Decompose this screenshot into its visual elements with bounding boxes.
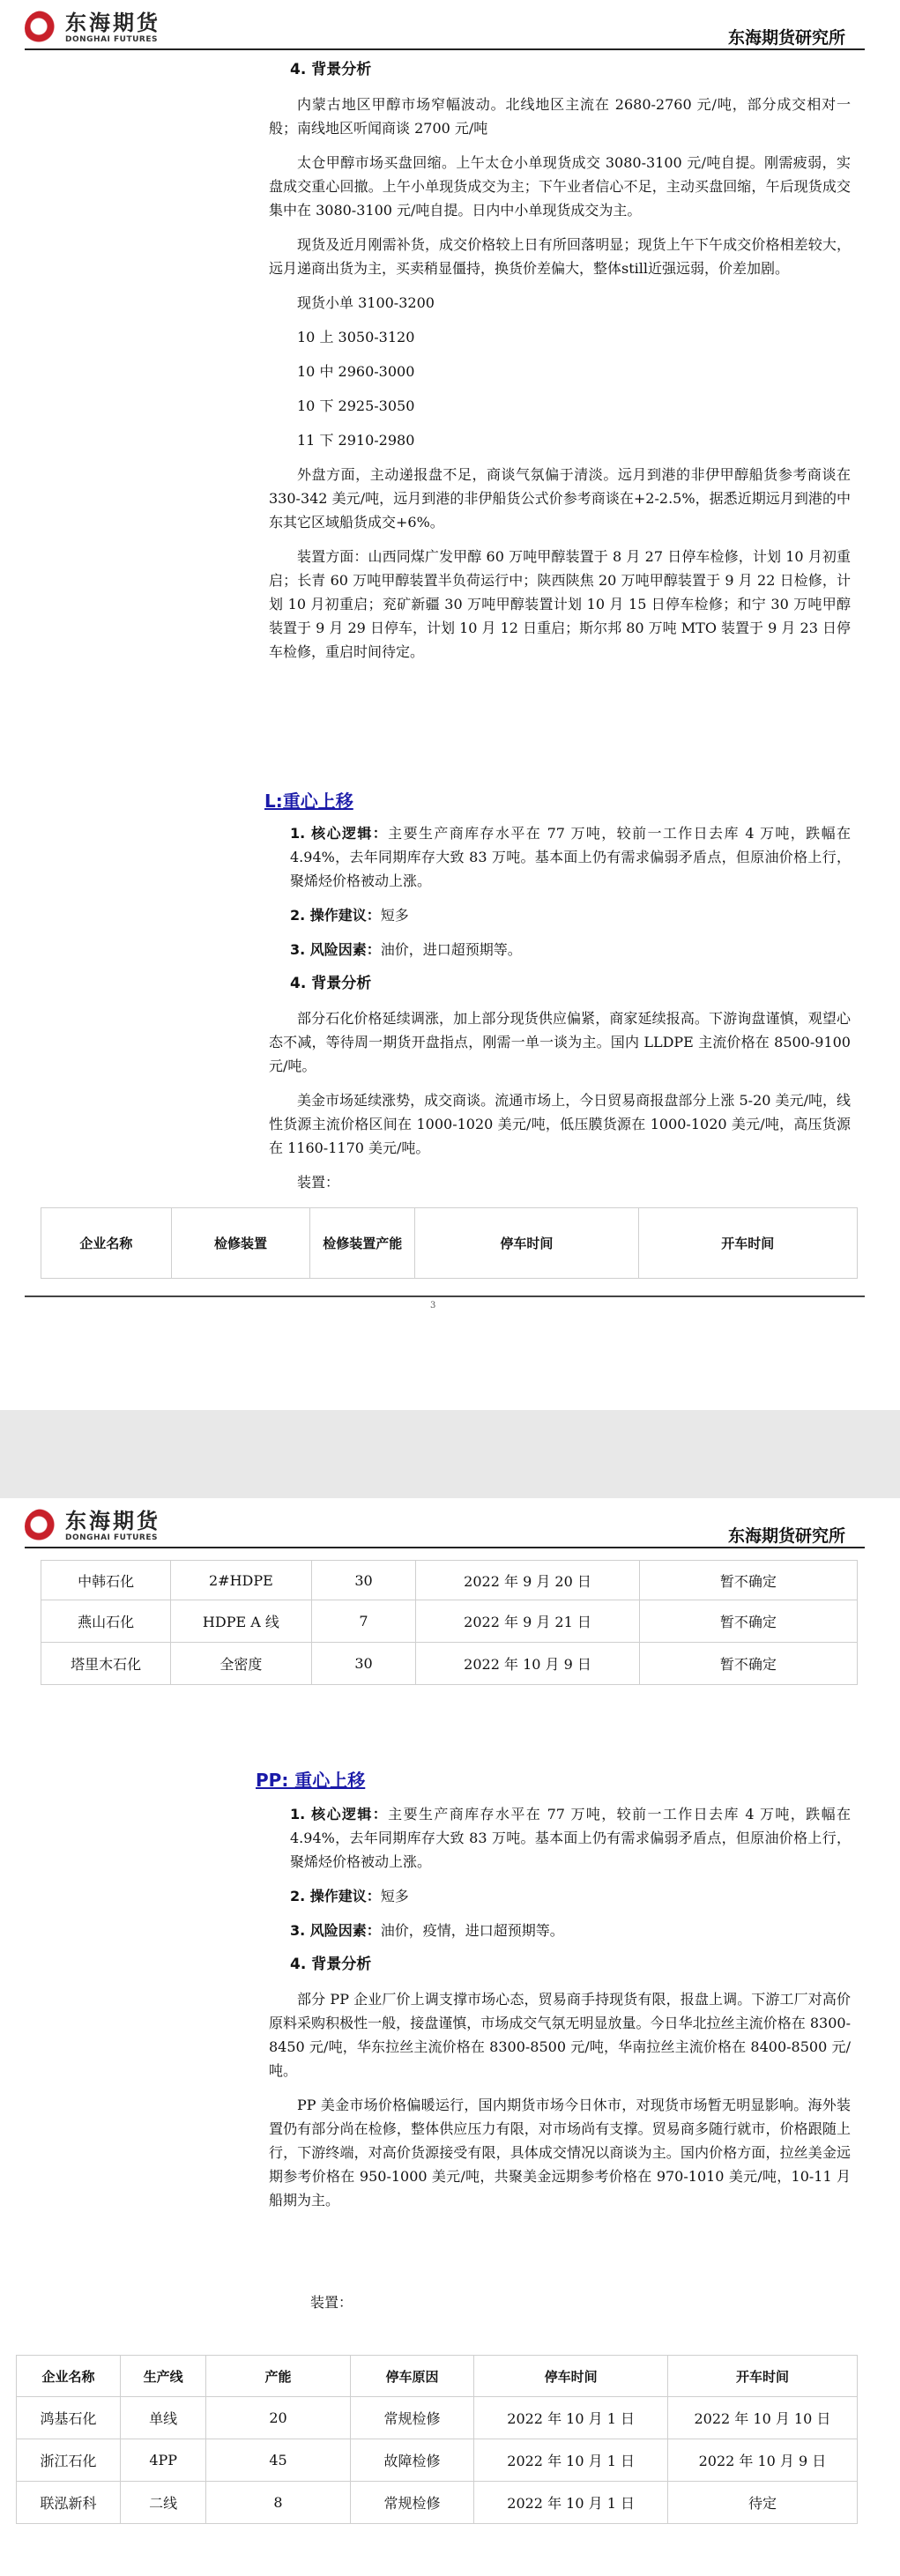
- table-header-cell: 企业名称: [41, 1208, 172, 1279]
- pp-device-table: [16, 2355, 858, 2524]
- table-cell: 塔里木石化: [41, 1643, 171, 1685]
- page-4: [0, 1498, 900, 2576]
- device-label: 装置：: [310, 2294, 353, 2311]
- l-section-title: L:重心上移: [264, 791, 353, 812]
- table-cell: HDPE A 线: [171, 1600, 311, 1643]
- table-cell: 暂不确定: [639, 1600, 857, 1643]
- table-cell: 常规检修: [350, 2397, 474, 2439]
- table-row: [17, 2482, 858, 2524]
- logo-cn-text: 东海期货: [65, 1509, 160, 1533]
- risk-label: 3. 风险因素：: [290, 1922, 381, 1939]
- logo-icon: [25, 11, 60, 46]
- core-logic-text: 主要生产商库存水平在 77 万吨，较前一工作日去库 4 万吨，跌幅在 4.94%，去年同期库存大致 83 万吨。基本面上仍有需求偏弱矛盾点，但原油价格上行，聚烯烃价格被动上涨。: [290, 1806, 851, 1870]
- table-cell: 2022 年 10 月 1 日: [474, 2439, 668, 2482]
- l-device-table-body: [41, 1560, 858, 1685]
- table-cell: 20: [206, 2397, 351, 2439]
- advice: [290, 1884, 851, 1908]
- quote-line: 10 中 2960-3000: [297, 363, 415, 380]
- table-cell: 燕山石化: [41, 1600, 171, 1643]
- footer-divider: [25, 1295, 865, 1297]
- core-logic-label: 1. 核心逻辑：: [290, 825, 389, 842]
- section-heading: 4. 背景分析: [290, 61, 372, 78]
- advice-label: 2. 操作建议：: [290, 907, 381, 924]
- table-cell: 2022 年 10 月 1 日: [474, 2397, 668, 2439]
- risk-label: 3. 风险因素：: [290, 941, 381, 958]
- table-row: [17, 2439, 858, 2482]
- risk-text: 油价，疫情，进口超预期等。: [380, 1922, 564, 1939]
- table-cell: 2022 年 9 月 21 日: [416, 1600, 639, 1643]
- table-cell: 45: [206, 2439, 351, 2482]
- table-row: [41, 1600, 858, 1643]
- pp-section-body: [269, 1802, 851, 2212]
- table-header-cell: 生产线: [121, 2356, 206, 2397]
- core-logic-label: 1. 核心逻辑：: [290, 1806, 389, 1823]
- core-logic: [290, 821, 851, 893]
- table-cell: 常规检修: [350, 2482, 474, 2524]
- core-logic-text: 主要生产商库存水平在 77 万吨，较前一工作日去库 4 万吨，跌幅在 4.94%，去年同期库存大致 83 万吨。基本面上仍有需求偏弱矛盾点，但原油价格上行，聚烯烃价格被动上涨。: [290, 825, 851, 889]
- table-row: [41, 1643, 858, 1685]
- paragraph: 装置方面：山西同煤广发甲醇 60 万吨甲醇装置于 8 月 27 日停车检修，计划 10 月初重启；长青 60 万吨甲醇装置半负荷运行中；陕西陕焦 20 万吨甲醇装置于 9 月 22 日检修，计划 10 月初重启；兖矿新疆 30 万吨甲醇装置计划 10 月 15 日停车检修；和宁 30 万吨甲醇装置于 9 月 29 日停车，计划 10 月 12 日重启；斯尔邦 80 万吨 MTO 装置于 9 月 23 日停车检修，重启时间待定。: [269, 548, 851, 660]
- advice-text: 短多: [380, 907, 409, 924]
- table-cell: 2022 年 10 月 1 日: [474, 2482, 668, 2524]
- table-cell: 2022 年 10 月 9 日: [416, 1643, 639, 1685]
- table-cell: 中韩石化: [41, 1561, 171, 1600]
- institute-name: 东海期货研究所: [727, 28, 845, 48]
- table-cell: 2022 年 9 月 20 日: [416, 1561, 639, 1600]
- paragraph: 部分 PP 企业厂价上调支撑市场心态，贸易商手持现货有限，报盘上调。下游工厂对高价原料采购积极性一般，接盘谨慎，市场成交气氛无明显放量。今日华北拉丝主流价格在 8300-8450 元/吨，华东拉丝主流价格在 8300-8500 元/吨，华南拉丝主流价格在 8400-8500 元/吨。: [269, 1991, 851, 2079]
- risk-text: 油价，进口超预期等。: [380, 941, 522, 958]
- advice: [290, 903, 851, 927]
- table-row: [17, 2397, 858, 2439]
- table-row: [41, 1561, 858, 1600]
- table-header-cell: 开车时间: [667, 2356, 857, 2397]
- logo-en-text: DONGHAI FUTURES: [65, 35, 158, 44]
- table-cell: 单线: [121, 2397, 206, 2439]
- core-logic: [290, 1802, 851, 1874]
- section-heading: 4. 背景分析: [290, 975, 372, 992]
- logo-cn-text: 东海期货: [65, 11, 160, 35]
- table-cell: 4PP: [121, 2439, 206, 2482]
- advice-label: 2. 操作建议：: [290, 1888, 381, 1904]
- header-divider: [25, 1547, 865, 1548]
- company-logo: [25, 9, 160, 48]
- table-header-row: [17, 2356, 858, 2397]
- l-device-table-header: [41, 1207, 858, 1279]
- section-heading: 4. 背景分析: [290, 1956, 372, 1973]
- pp-section-title: PP: 重心上移: [256, 1770, 366, 1791]
- institute-name: 东海期货研究所: [727, 1526, 845, 1546]
- quote-line: 11 下 2910-2980: [297, 432, 415, 449]
- quote-line: 10 下 2925-3050: [297, 397, 415, 414]
- table-cell: 2022 年 10 月 9 日: [667, 2439, 857, 2482]
- logo-en-text: DONGHAI FUTURES: [65, 1533, 158, 1542]
- table-cell: 7: [311, 1600, 416, 1643]
- page-number: 3: [430, 1301, 436, 1310]
- table-cell: 2022 年 10 月 10 日: [667, 2397, 857, 2439]
- company-logo: [25, 1507, 160, 1546]
- table-cell: 30: [311, 1643, 416, 1685]
- table-cell: 待定: [667, 2482, 857, 2524]
- table-cell: 30: [311, 1561, 416, 1600]
- table-header-cell: 检修装置: [171, 1208, 309, 1279]
- paragraph: 内蒙古地区甲醇市场窄幅波动。北线地区主流在 2680-2760 元/吨，部分成交相对一般；南线地区听闻商谈 2700 元/吨: [269, 96, 851, 137]
- quote-line: 现货小单 3100-3200: [297, 294, 435, 311]
- table-header-cell: 停车时间: [415, 1208, 638, 1279]
- table-cell: 暂不确定: [639, 1561, 857, 1600]
- table-cell: 暂不确定: [639, 1643, 857, 1685]
- logo-icon: [25, 1509, 60, 1544]
- table-header-cell: 停车时间: [474, 2356, 668, 2397]
- risk: [290, 1919, 851, 1942]
- risk: [290, 938, 851, 961]
- table-header-cell: 停车原因: [350, 2356, 474, 2397]
- quote-line: 10 上 3050-3120: [297, 329, 415, 345]
- paragraph: 美金市场延续涨势，成交商谈。流通市场上，今日贸易商报盘部分上涨 5-20 美元/吨，线性货源主流价格区间在 1000-1020 美元/吨，低压膜货源在 1000-1020 美元/吨，高压货源在 1160-1170 美元/吨。: [269, 1092, 851, 1156]
- paragraph: 外盘方面，主动递报盘不足，商谈气氛偏于清淡。远月到港的非伊甲醇船货参考商谈在 330-342 美元/吨，远月到港的非伊船货公式价参考商谈在+2-2.5%，据悉近期远月到港的中东其它区域船货成交+6%。: [269, 466, 851, 531]
- device-label: 装置：: [297, 1174, 340, 1191]
- table-cell: 8: [206, 2482, 351, 2524]
- methanol-background: [269, 58, 851, 664]
- paragraph: 现货及近月刚需补货，成交价格较上日有所回落明显；现货上午下午成交价格相差较大，远月递商出货为主，买卖稍显僵持，换货价差偏大，整体still近强远弱，价差加剧。: [269, 236, 851, 277]
- paragraph: 部分石化价格延续调涨，加上部分现货供应偏紧，商家延续报高。下游询盘谨慎，观望心态不减，等待周一期货开盘指点，刚需一单一谈为主。国内 LLDPE 主流价格在 8500-9100 元/吨。: [269, 1010, 851, 1074]
- table-header-cell: 检修装置产能: [310, 1208, 415, 1279]
- table-cell: 联泓新科: [17, 2482, 121, 2524]
- table-header-cell: 产能: [206, 2356, 351, 2397]
- paragraph: 太仓甲醇市场买盘回缩。上午太仓小单现货成交 3080-3100 元/吨自提。刚需疲弱，实盘成交重心回撤。上午小单现货成交为主；下午业者信心不足，主动买盘回缩，午后现货成交集中在 3080-3100 元/吨自提。日内中小单现货成交为主。: [269, 154, 851, 219]
- table-cell: 故障检修: [350, 2439, 474, 2482]
- table-cell: 鸿基石化: [17, 2397, 121, 2439]
- table-header-cell: 开车时间: [638, 1208, 858, 1279]
- table-cell: 二线: [121, 2482, 206, 2524]
- advice-text: 短多: [380, 1888, 409, 1904]
- header-divider: [25, 48, 865, 50]
- l-section-body: [269, 821, 851, 1194]
- table-header-cell: 企业名称: [17, 2356, 121, 2397]
- paragraph: PP 美金市场价格偏暖运行，国内期货市场今日休市，对现货市场暂无明显影响。海外装置仍有部分尚在检修，整体供应压力有限，对市场尚有支撑。贸易商多随行就市，价格跟随上行，下游终端，对高价货源接受有限，具体成交情况以商谈为主。国内价格方面，拉丝美金远期参考价格在 950-1000 美元/吨，共聚美金远期参考价格在 970-1010 美元/吨，10-11 月船期为主。: [269, 2097, 851, 2209]
- table-cell: 全密度: [171, 1643, 311, 1685]
- table-cell: 浙江石化: [17, 2439, 121, 2482]
- table-cell: 2#HDPE: [171, 1561, 311, 1600]
